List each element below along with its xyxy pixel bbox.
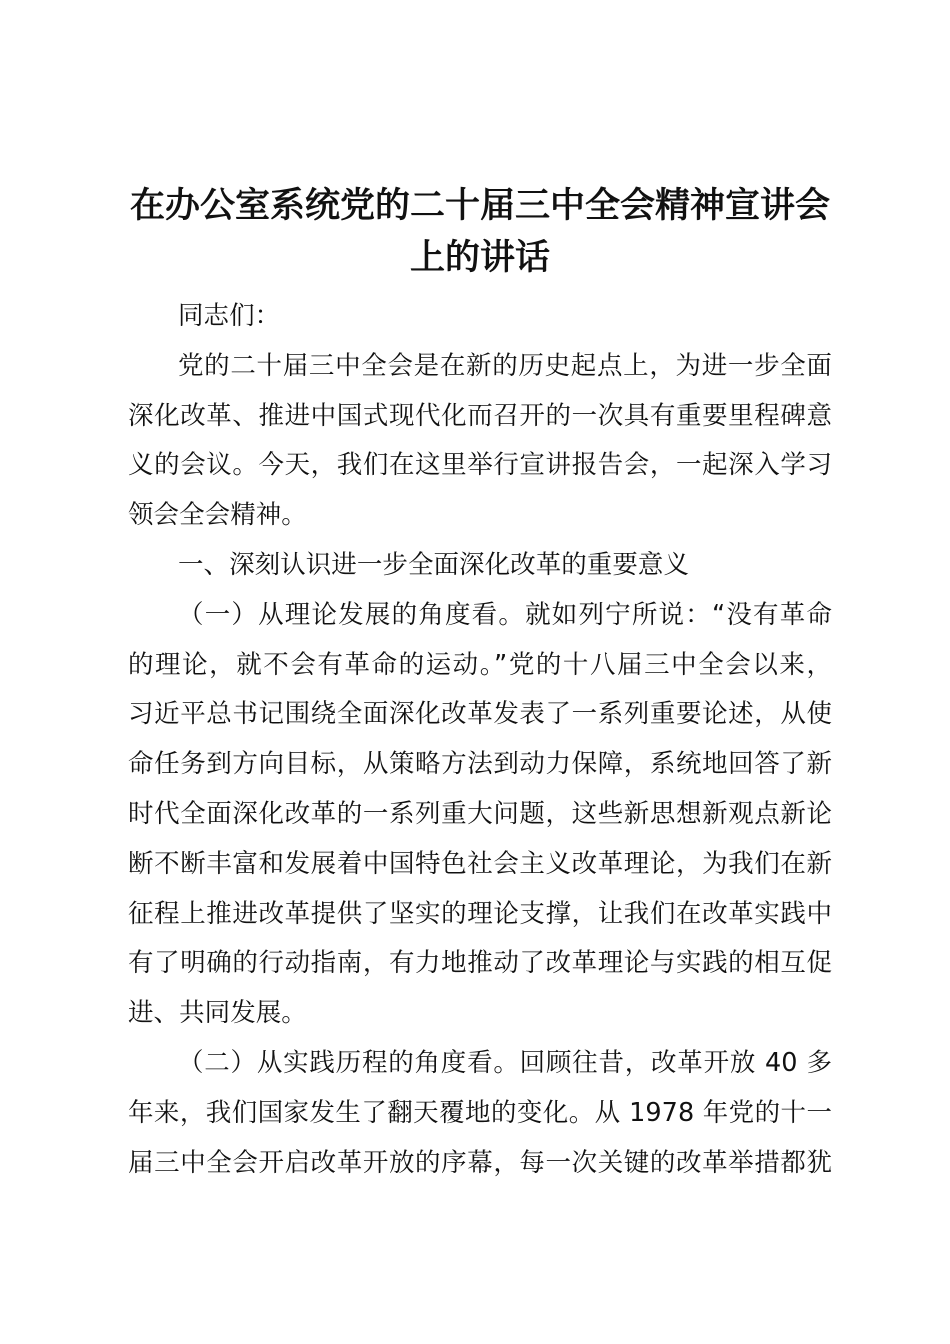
text-line: （二）从实践历程的角度看。回顾往昔，改革开放 40 多 <box>178 1047 832 1078</box>
text-line: 进、共同发展。 <box>128 998 307 1029</box>
text-line: 征程上推进改革提供了坚实的理论支撑，让我们在改革实践中 <box>128 898 832 929</box>
text-line: 届三中全会开启改革开放的序幕，每一次关键的改革举措都犹 <box>128 1147 832 1178</box>
document-title <box>128 180 832 284</box>
text-line: 领会全会精神。 <box>128 500 307 531</box>
text-line: 的理论，就不会有革命的运动。”党的十八届三中全会以来， <box>128 649 832 680</box>
text-line: 时代全面深化改革的一系列重大问题，这些新思想新观点新论 <box>128 798 832 829</box>
document-page <box>128 180 832 1188</box>
text-line: 命任务到方向目标，从策略方法到动力保障，系统地回答了新 <box>128 749 832 780</box>
title-line: 上的讲话 <box>409 238 550 278</box>
text-line: 一、深刻认识进一步全面深化改革的重要意义 <box>178 549 690 580</box>
text-line: 党的二十届三中全会是在新的历史起点上，为进一步全面 <box>178 350 832 381</box>
text-line: 深化改革、推进中国式现代化而召开的一次具有重要里程碑意 <box>128 400 832 431</box>
document-body <box>128 292 832 1188</box>
text-line: 有了明确的行动指南，有力地推动了改革理论与实践的相互促 <box>128 948 832 979</box>
text-line: 义的会议。今天，我们在这里举行宣讲报告会，一起深入学习 <box>128 450 832 481</box>
text-line: （一）从理论发展的角度看。就如列宁所说：“没有革命 <box>178 599 832 630</box>
text-line: 习近平总书记围绕全面深化改革发表了一系列重要论述，从使 <box>128 699 832 730</box>
text-line: 同志们： <box>178 301 281 331</box>
title-line: 在办公室系统党的二十届三中全会精神宣讲会 <box>129 186 830 226</box>
text-line: 断不断丰富和发展着中国特色社会主义改革理论，为我们在新 <box>128 848 832 879</box>
text-line: 年来，我们国家发生了翻天覆地的变化。从 1978 年党的十一 <box>128 1097 832 1128</box>
